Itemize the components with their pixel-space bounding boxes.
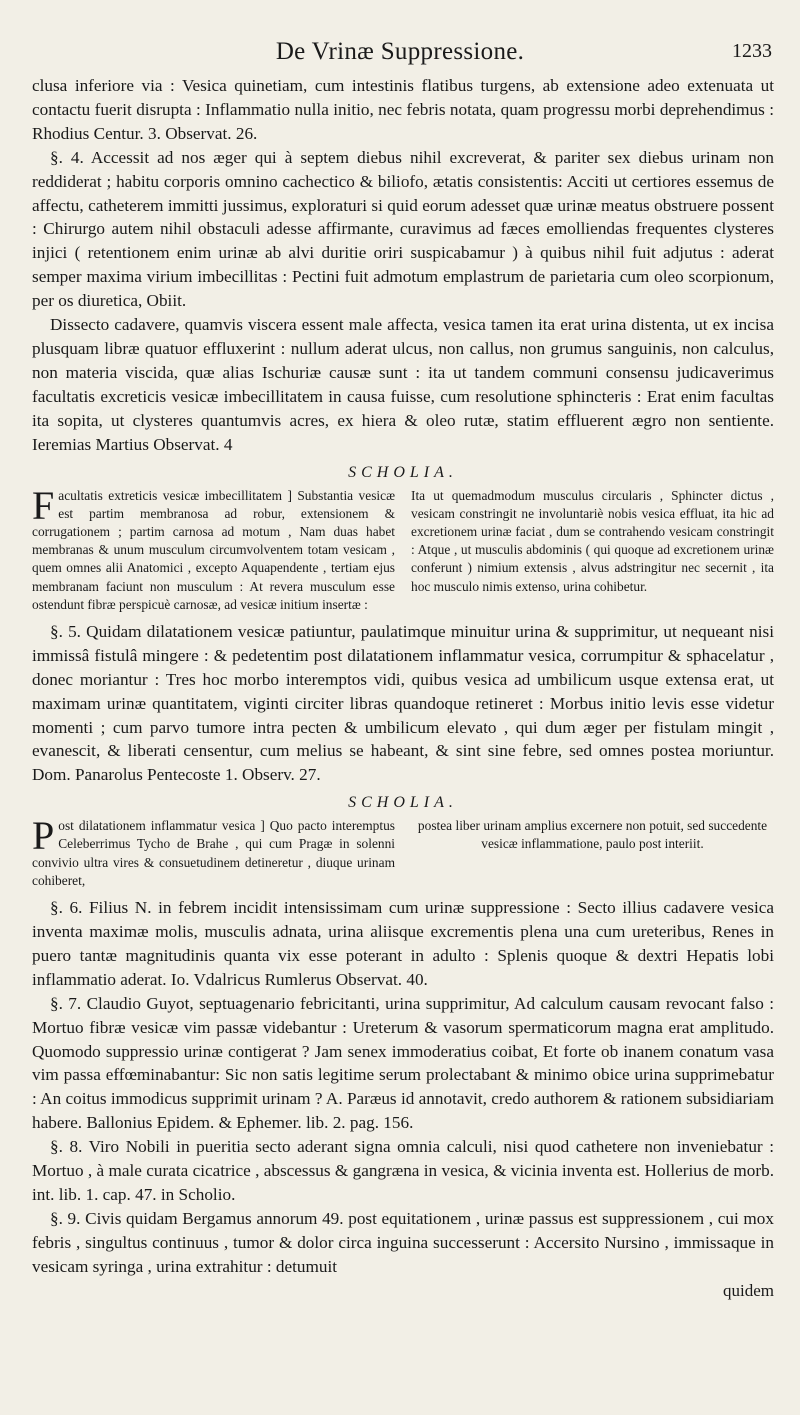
- page-number: 1233: [732, 40, 772, 62]
- drop-cap: P: [32, 813, 55, 859]
- scholia-text: postea liber urinam amplius excernere non potuit, sed succedente vesicæ inflammatione, paulo post interiit.: [417, 818, 768, 852]
- paragraph: §. 8. Viro Nobili in pueritia secto aderant signa omnia calculi, nisi quod cathetere non inveniebatur : Mortuo , à male curata cicatrice , abscessus & gangræna in vesica, & vicinia inventa est. Hollerius de morb. int. lib. 1. cap. 47. in Scholio.: [32, 1137, 774, 1204]
- scholia-text: acultatis extreticis vesicæ imbecillitatem ] Substantia vesicæ est partim membranosa ad robur, extensionem & corrugationem ; partim carnosa ad motum , Nam duas habet membranas & unum musculum circumvolventem totam vesicam , quem omnes alii Anatomici , excepto Aquapendente , tertiam ejus membranam faciunt non musculum : At revera musculum esse ostendunt fibræ perspicuè carnosæ, ad vesicæ initium insertæ :: [32, 487, 395, 612]
- catchword: quidem: [723, 1280, 774, 1300]
- paragraph: §. 6. Filius N. in febrem incidit intensissimam cum urinæ suppressione : Secto illius cadavere vesica inventa maximæ molis, musculis adnata, urina aliisque excrementis plena una cum ureteribus, Renes in puero tantæ magnitudinis quanta vix esse poterant in adulto : Splenis quoque & dextri Hepatis lobi inflammatio aderat. Io. Vdalricus Rumlerus Observat. 40.: [32, 898, 774, 989]
- scholia-notes: [32, 813, 774, 890]
- scholia-column-right: [411, 817, 774, 890]
- scholia-text: Ita ut quemadmodum musculus circularis , Sphincter dictus , vesicam constringit ne involuntariè nobis vesica effluat, ita hic ad excretionem urinæ faciat , dum se contrahendo vesicam constringit : Atque , ut musculis abdominis ( qui quoque ad excretionem urinæ conferunt ) nimium extensis , alvus adstringitur nec secernit , ita hoc musculo nimis extenso, urina cohibetur.: [411, 487, 774, 594]
- paragraph: §. 5. Quidam dilatationem vesicæ patiuntur, paulatimque minuitur urina & supprimitur, ut nequeant nisi immissâ fistulâ mingere : & pedetentim post dilatationem inflammatur vesica, corrumpitur & sphacelatur , donec moriantur : Tres hoc morbo interemptos vidi, quibus vesica ad umbilicum usque extensa erat, ut maximam urinæ quantitatem, viginti circiter libras quandoque retineret : Morbus initio levis esse videtur momenti ; cum parvo tumore intra pecten & umbilicum elevato , qui dum æger per fistulam mingit , evanescit, & liberati censentur, cum melius se habeant, & sint sine febre, sed omnes postea moriuntur. Dom. Panarolus Pentecoste 1. Observ. 27.: [32, 621, 774, 785]
- scholia-text: ost dilatationem inflammatur vesica ] Quo pacto interemptus Celeberrimus Tycho de Brahe , qui cum Pragæ in solenni convivio ultra vires & consuetudinem detineretur , diuque urinam cohiberet,: [32, 818, 395, 888]
- scholia-column-left: [32, 482, 395, 614]
- paragraph: §. 7. Claudio Guyot, septuagenario febricitanti, urina supprimitur, Ad calculum causam revocant falso : Mortuo fibræ vesicæ vim passæ videbantur : Ureterum & vasorum spermaticorum magna erat amplitudo. Quomodo suppressio urinæ contigerat ? Jam senex immoderatius coibat, Et forte ob inanem conatum vasa vim passa effœminabantur: Sic non satis legitime serum prolectabant & minimo obice urina supprimebatur : An coitus immodicus supprimit urinam ? A. Paræus id annotavit, credo authorem & rationem subsidiariam habere. Ballonius Epidem. & Ephemer. lib. 2. pag. 156.: [32, 993, 774, 1133]
- paragraph: §. 9. Civis quidam Bergamus annorum 49. post equitationem , urinæ passus est suppressionem , cui mox febris , singultus continuus , tumor & dolor circa inguina successerunt : Accersito Nursino , immissaque in vesicam syringa , urina extrahitur : detumuit: [32, 1208, 774, 1276]
- scholia-heading: SCHOLIA.: [348, 463, 458, 481]
- scholia-heading: SCHOLIA.: [348, 794, 458, 812]
- page-body: [32, 74, 774, 1301]
- running-title: De Vrinæ Suppressione.: [275, 38, 525, 65]
- running-header: [0, 38, 800, 72]
- scholia-column-left: [32, 813, 395, 890]
- paragraph: Dissecto cadavere, quamvis viscera essent male affecta, vesica tamen ita erat urina distenta, ut ex incisa plusquam libræ quatuor effluxerint : nullum aderat ulcus, non callus, non grumus sanguinis, non calculus, non materia viscida, quæ alias Ischuriæ causæ sunt : ita ut tandem communi consensu judicaverimus facultatis excreticis vesicæ imbecillitatem in causa fuisse, cum resolutione sphincteris : Erat enim facultas ita sopita, ut clysteres quantumvis acres, ex hiera & oleo rutæ, statim effluerent ægro non sentiente. Ieremias Martius Observat. 4: [32, 315, 774, 454]
- drop-cap: F: [32, 482, 55, 528]
- paragraph: §. 4. Accessit ad nos æger qui à septem diebus nihil excreverat, & pariter sex diebus urinam non reddiderat ; habitu corporis omnino cachectico & biliofo, ætatis consistentis: Acciti ut certiores essemus de affectu, catheterem immitti jussimus, exploraturi si quid eorum adesset quæ urinæ meatus obstruere possent : Chirurgo autem nihil obstaculi adesse affirmante, curavimus ad fæces emolliendas frequentes clysteres injici ( retentionem enim urinæ ab alvi duritie oriri suspicabamur ) à quibus nihil fuit adjutus : aderat semper maxima virium imbecillitas : Pectini fuit admotum emplastrum de parietaria cum oleo scorpionum, per os diuretica, Obiit.: [32, 147, 774, 311]
- scholia-column-right: [411, 487, 774, 614]
- paragraph: clusa inferiore via : Vesica quinetiam, cum intestinis flatibus turgens, ab extensione adeo extenuata ut contactu fuerit disrupta : Inflammatio nulla initio, nec febris notata, quam progressu morbi deprehendimus : Rhodius Centur. 3. Observat. 26.: [32, 76, 774, 143]
- scholia-notes: [32, 482, 774, 614]
